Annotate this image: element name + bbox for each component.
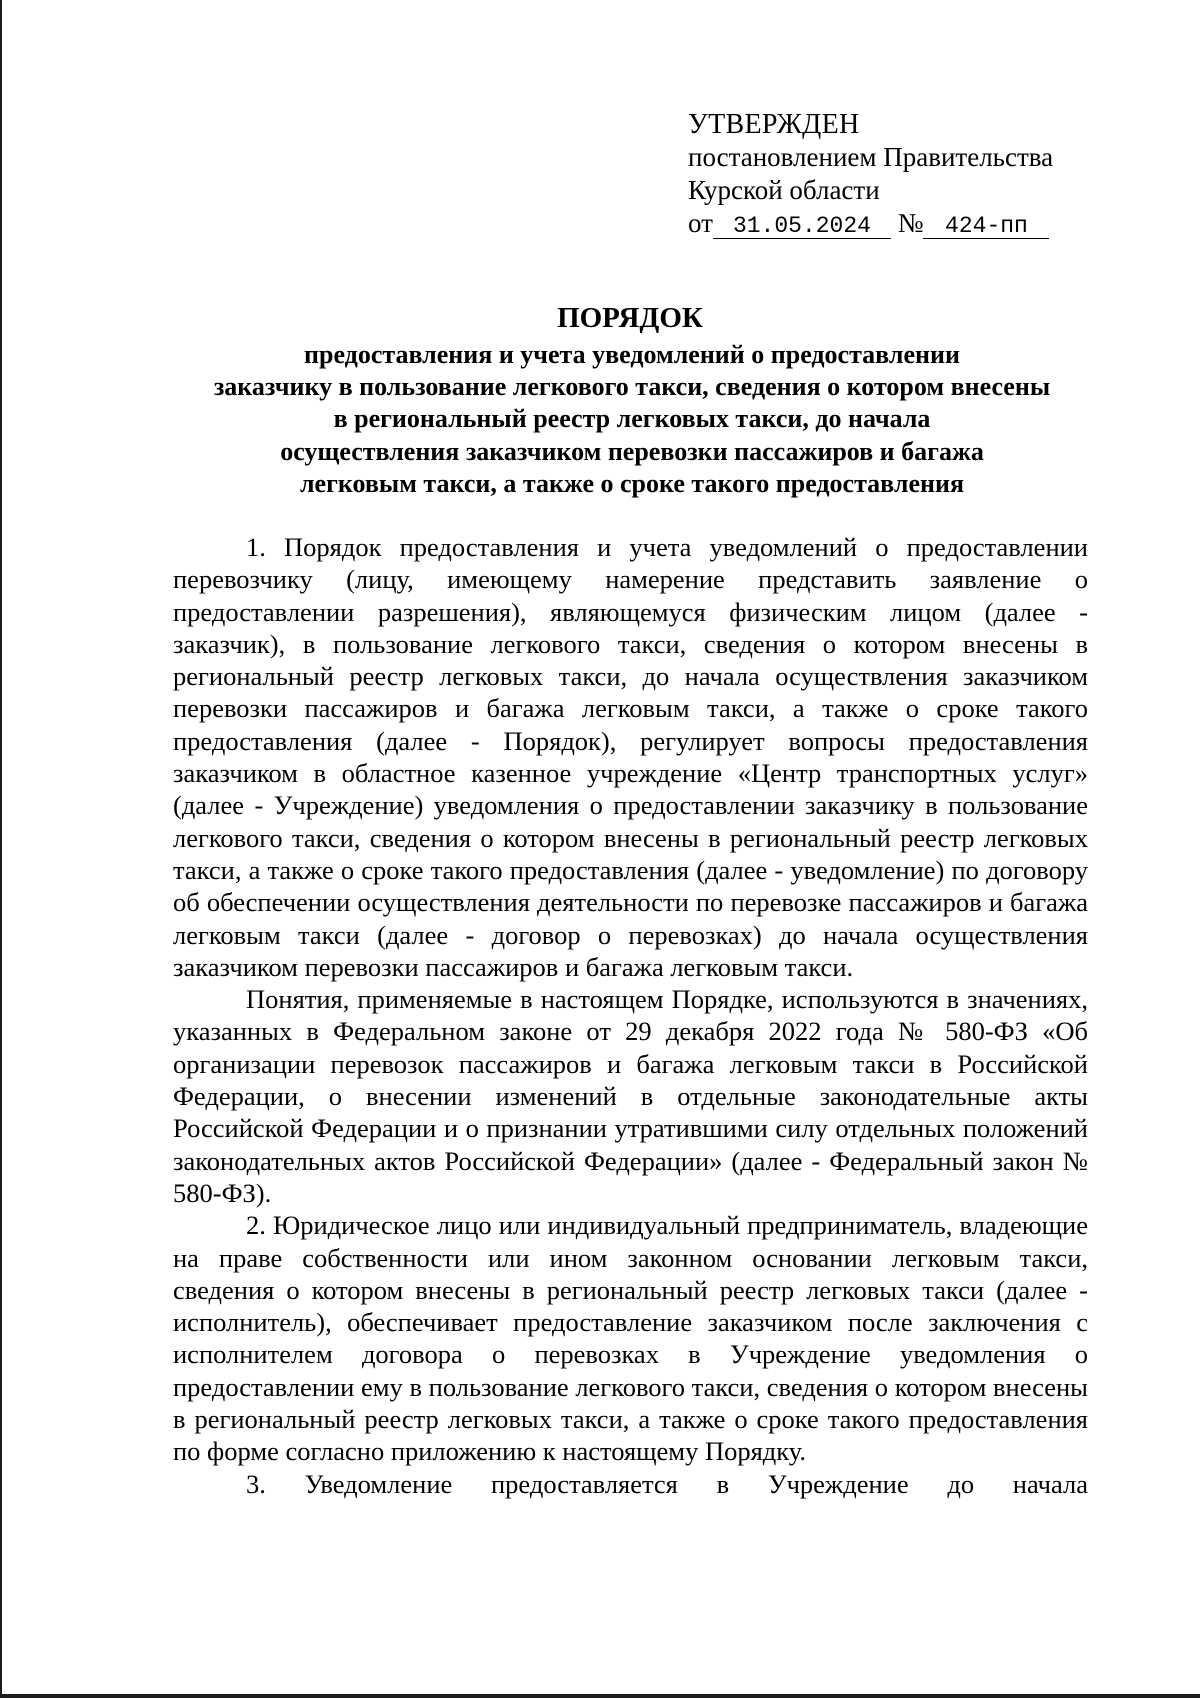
- approval-heading: УТВЕРЖДЕН: [688, 109, 860, 140]
- document-subtitle: [172, 339, 1092, 500]
- paragraph-1: 1. Порядок предоставления и учета уведомлений о предоставлении перевозчику (лицу, имеющему намерение представить заявление о предоставлении разрешения), являющемуся физическим лицом (далее - заказчик), в пользование легкового такси, сведения о котором внесены в региональный реестр легковых такси, до начала осуществления заказчиком перевозки пассажиров и багажа легковым такси, а также о сроке такого предоставления (далее - Порядок), регулирует вопросы предоставления заказчиком в областное казенное учреждение «Центр транспортных услуг» (далее - Учреждение) уведомления о предоставлении заказчику в пользование легкового такси, сведения о котором внесены в региональный реестр легковых такси, а также о сроке такого предоставления (далее - уведомление) по договору об обеспечении осуществления деятельности по перевозке пассажиров и багажа легковым такси (далее - договор о перевозках) до начала осуществления заказчиком перевозки пассажиров и багажа легковым такси.: [173, 532, 1088, 982]
- paragraph-2: 2. Юридическое лицо или индивидуальный предприниматель, владеющие на праве собственности или ином законном основании легковым такси, сведения о котором внесены в региональный реестр легковых такси (далее - исполнитель), обеспечивает предоставление заказчиком после заключения с исполнителем договора о перевозках в Учреждение уведомления о предоставлении ему в пользование легкового такси, сведения о котором внесены в региональный реестр легковых такси, а также о сроке такого предоставления по форме согласно приложению к настоящему Порядку.: [173, 1210, 1088, 1467]
- subtitle-line: заказчику в пользование легкового такси, сведения о котором внесены: [213, 372, 1051, 402]
- subtitle-line: предоставления и учета уведомлений о предоставлении: [304, 340, 960, 369]
- scan-left-edge: [0, 0, 2, 1698]
- approval-block: [688, 108, 1108, 240]
- approval-line-1: постановлением Правительства: [688, 142, 1054, 172]
- subtitle-line: легковым такси, а также о сроке такого предоставления: [299, 468, 965, 498]
- paragraph-definitions: Понятия, применяемые в настоящем Порядке, используются в значениях, указанных в Федеральном законе от 29 декабря 2022 года № 580-ФЗ «Об организации перевозок пассажиров и багажа легковым такси в Российской Федерации, о внесении изменений в отдельные законодательные акты Российской Федерации и о признании утратившими силу отдельных положений законодательных актов Российской Федерации» (далее - Федеральный закон № 580-ФЗ).: [173, 984, 1088, 1208]
- approval-number-label: №: [897, 208, 924, 238]
- approval-date-line: [688, 207, 1108, 240]
- approval-from-label: от: [688, 208, 713, 238]
- subtitle-line: осуществления заказчиком перевозки пассажиров и багажа: [280, 436, 984, 466]
- approval-date: 31.05.2024: [713, 214, 891, 239]
- paragraph-3: 3. Уведомление предоставляется в Учреждение до начала: [246, 1468, 1088, 1499]
- approval-number: 424-пп: [923, 214, 1049, 239]
- approval-line-2: Курской области: [688, 175, 880, 205]
- document-title: ПОРЯДОК: [557, 302, 703, 334]
- document-body: [173, 531, 1088, 1500]
- scan-bottom-edge: [0, 1694, 1200, 1698]
- subtitle-line: в региональный реестр легковых такси, до начала: [333, 404, 931, 434]
